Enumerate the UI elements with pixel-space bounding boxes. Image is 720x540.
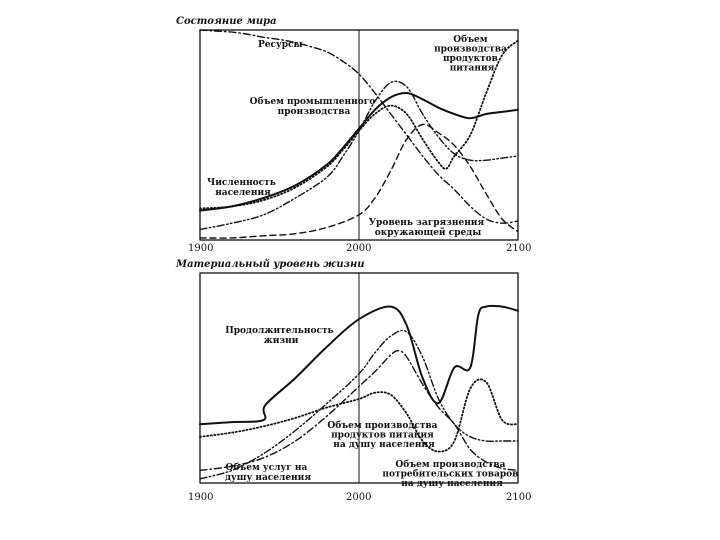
world-state-title: Состояние мира — [176, 16, 277, 27]
label-food-output: Объем производства продуктов питания — [434, 35, 507, 74]
world-state-tick-2000: 2000 — [346, 243, 372, 254]
label-resources: Ресурсы — [258, 40, 303, 50]
world-state-tick-1900: 1900 — [188, 243, 214, 254]
living-standard-tick-1900: 1900 — [188, 492, 214, 503]
living-standard-tick-2000: 2000 — [346, 492, 372, 503]
label-services-per-capita: Объем услуг на душу населения — [225, 463, 311, 483]
world-state-tick-2100: 2100 — [506, 243, 532, 254]
living-standard-panel — [175, 259, 531, 503]
label-life-expectancy: Продолжительность жизни — [225, 326, 334, 346]
living-standard-tick-2100: 2100 — [506, 492, 532, 503]
label-food-per-capita: Объем производства продуктов питания на душу населения — [327, 421, 438, 450]
label-pollution: Уровень загрязнения окружающей среды — [368, 218, 485, 238]
living-standard-title: Материальный уровень жизни — [176, 259, 365, 270]
label-consumer-goods-per-capita: Объем производства потребительских товаров на душу населения — [382, 460, 519, 489]
world-state-panel — [176, 16, 531, 254]
label-population: Численность населения — [207, 178, 276, 198]
label-industrial-output: Объем промышленного производства — [249, 97, 376, 117]
